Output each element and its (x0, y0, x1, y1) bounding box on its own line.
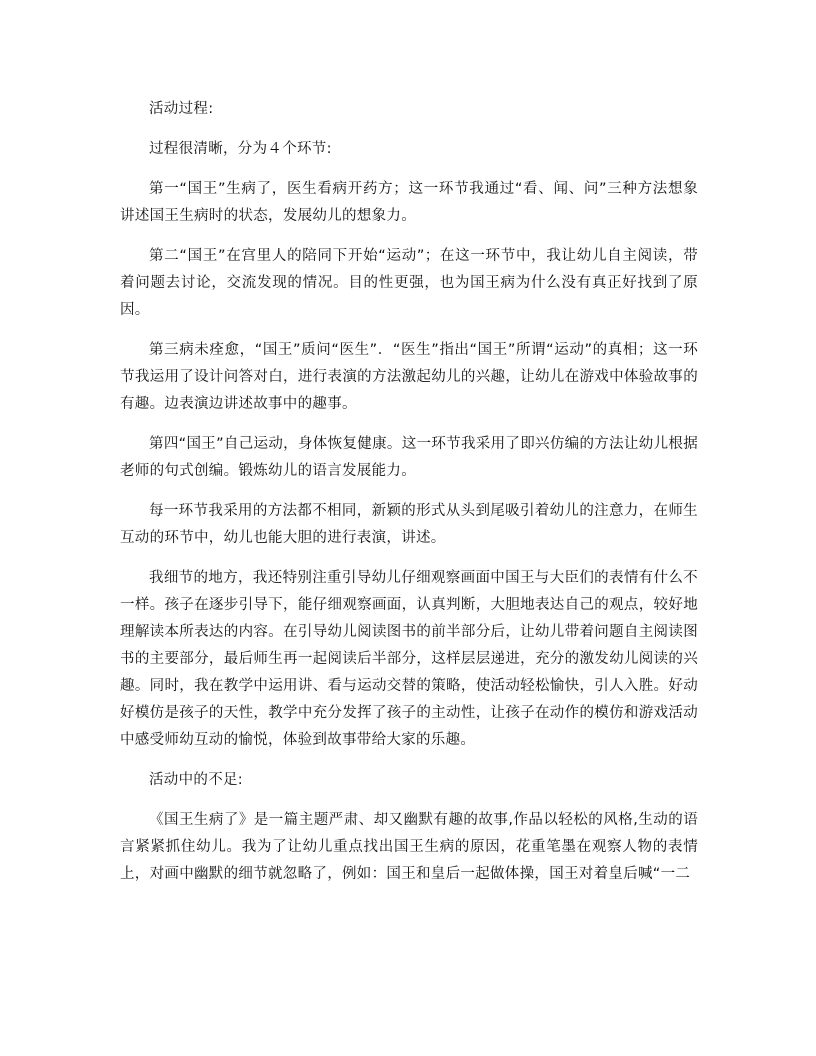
paragraph-step-two: 第二“国王”在宫里人的陪同下开始“运动”；在这一环节中，我让幼儿自主阅读，带着问题去讨论，交流发现的情况。目的性更强，也为国王病为什么没有真正好找到了原因。 (120, 248, 698, 318)
paragraph-step-four: 第四“国王”自己运动，身体恢复健康。这一环节我采用了即兴仿编的方法让幼儿根据老师的句式创编。锻炼幼儿的语言发展能力。 (120, 436, 698, 479)
heading-activity-process: 活动过程: (149, 101, 214, 117)
paragraph-step-three: 第三病未痊愈，“国王”质问“医生”．“医生”指出“国王”所谓“运动”的真相；这一环节我运用了设计问答对白，进行表演的方法激起幼儿的兴趣，让幼儿在游戏中体验故事的有趣。边表演边讲述故事中的趣事。 (120, 342, 698, 412)
paragraph-details: 我细节的地方，我还特别注重引导幼儿仔细观察画面中国王与大臣们的表情有什么不一样。孩子在逐步引导下，能仔细观察画面，认真判断，大胆地表达自己的观点，较好地理解读本所表达的内容。在引导幼儿阅读图书的前半部分后，让幼儿带着问题自主阅读图书的主要部分，最后师生再一起阅读后半部分，这样层层递进，充分的激发幼儿阅读的兴趣。同时，我在教学中运用讲、看与运动交替的策略，使活动轻松愉快，引人入胜。好动好模仿是孩子的天性，教学中充分发挥了孩子的主动性，让孩子在动作的模仿和游戏活动中感受师幼互动的愉悦，体验到故事带给大家的乐趣。 (120, 570, 698, 748)
paragraph-overview: 过程很清晰，分为４个环节: (149, 141, 332, 157)
paragraph-methods: 每一环节我采用的方法都不相同，新颖的形式从头到尾吸引着幼儿的注意力，在师生互动的环节中，幼儿也能大胆的进行表演，讲述。 (120, 503, 698, 546)
document-body (120, 96, 698, 901)
paragraph-step-one: 第一“国王”生病了，医生看病开药方；这一环节我通过“看、闻、问”三种方法想象讲述国王生病时的状态，发展幼儿的想象力。 (120, 181, 698, 224)
paragraph-shortcomings: 《国王生病了》是一篇主题严肃、却又幽默有趣的故事,作品以轻松的风格,生动的语言紧紧抓住幼儿。我为了让幼儿重点找出国王生病的原因，花重笔墨在观察人物的表情上，对画中幽默的细节就忽略了，例如：国王和皇后一起做体操，国王对着皇后喊“一二 (120, 812, 698, 882)
heading-shortcomings: 活动中的不足: (149, 772, 243, 788)
